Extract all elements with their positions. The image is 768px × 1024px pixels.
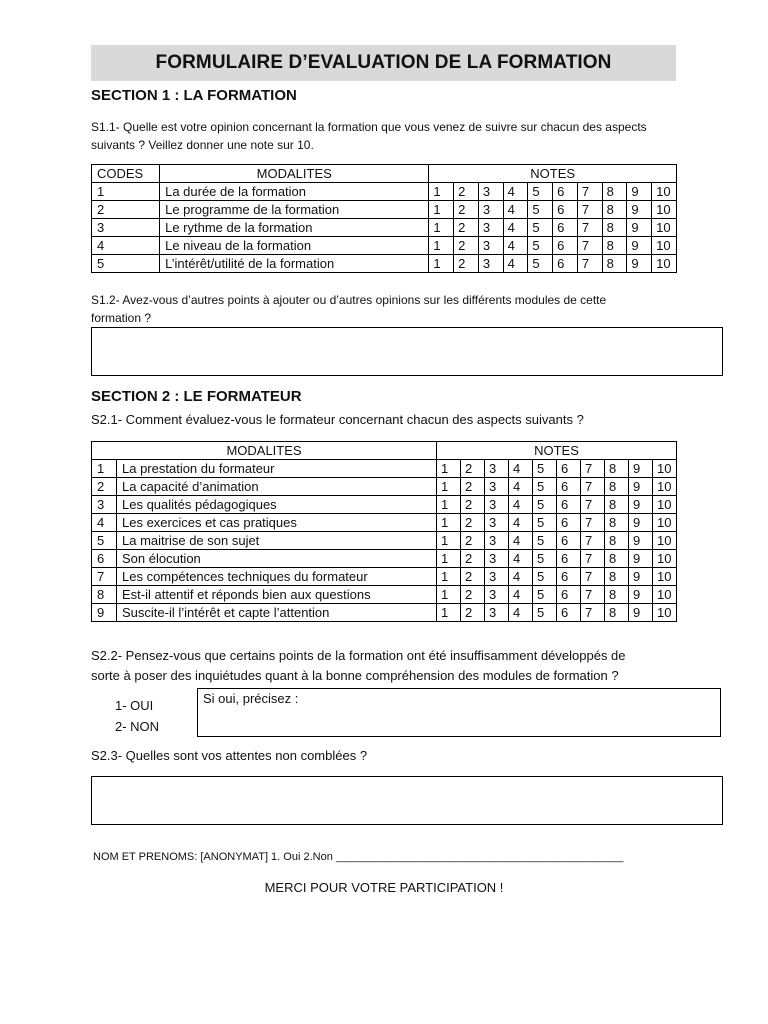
note-option[interactable]: 2 [454, 219, 479, 237]
note-option[interactable]: 5 [528, 237, 553, 255]
note-option[interactable]: 7 [577, 255, 602, 273]
table-row [92, 237, 677, 255]
note-option[interactable]: 5 [533, 586, 557, 604]
note-option[interactable]: 3 [485, 532, 509, 550]
note-option[interactable]: 3 [485, 460, 509, 478]
note-option[interactable]: 8 [605, 532, 629, 550]
table-header-row [92, 442, 677, 460]
note-option[interactable]: 5 [533, 604, 557, 622]
note-option[interactable]: 3 [485, 550, 509, 568]
note-option[interactable]: 8 [605, 478, 629, 496]
row-code: 8 [92, 586, 117, 604]
note-option[interactable]: 10 [653, 586, 677, 604]
note-option[interactable]: 6 [553, 255, 578, 273]
row-code: 5 [92, 532, 117, 550]
row-code: 3 [92, 219, 160, 237]
note-option[interactable]: 8 [602, 219, 627, 237]
question-s1-2 [91, 291, 606, 327]
note-option[interactable]: 1 [429, 183, 454, 201]
note-option[interactable]: 10 [652, 219, 677, 237]
note-option[interactable]: 3 [485, 586, 509, 604]
note-option[interactable]: 2 [454, 255, 479, 273]
row-label: Le rythme de la formation [160, 219, 429, 237]
table-header-row [92, 165, 677, 183]
note-option[interactable]: 8 [602, 183, 627, 201]
note-option[interactable]: 7 [581, 604, 605, 622]
question-line: formation ? [91, 311, 152, 325]
note-option[interactable]: 6 [557, 514, 581, 532]
row-code: 9 [92, 604, 117, 622]
note-option[interactable]: 10 [653, 550, 677, 568]
note-option[interactable]: 1 [429, 237, 454, 255]
section2-title: SECTION 2 : LE FORMATEUR [91, 388, 302, 405]
note-option[interactable]: 3 [485, 568, 509, 586]
note-option[interactable]: 6 [557, 550, 581, 568]
note-option[interactable]: 7 [581, 568, 605, 586]
note-option[interactable]: 3 [478, 201, 503, 219]
note-option[interactable]: 4 [509, 496, 533, 514]
note-option[interactable]: 7 [577, 183, 602, 201]
note-option[interactable]: 6 [553, 219, 578, 237]
note-option[interactable]: 3 [478, 255, 503, 273]
note-option[interactable]: 4 [509, 514, 533, 532]
note-option[interactable]: 4 [509, 460, 533, 478]
row-label: Les qualités pédagogiques [117, 496, 437, 514]
table-row [92, 460, 677, 478]
note-option[interactable]: 7 [581, 496, 605, 514]
question-line: suivants ? Veillez donner une note sur 10. [91, 138, 314, 152]
header-codes: CODES [92, 165, 160, 183]
note-option[interactable]: 4 [503, 183, 528, 201]
note-option[interactable]: 6 [553, 201, 578, 219]
table-row [92, 514, 677, 532]
note-option[interactable]: 1 [437, 532, 461, 550]
note-option[interactable]: 8 [605, 568, 629, 586]
note-option[interactable]: 1 [437, 550, 461, 568]
formateur-table [91, 441, 677, 622]
row-label: La capacité d’animation [117, 478, 437, 496]
note-option[interactable]: 4 [503, 255, 528, 273]
note-option[interactable]: 6 [553, 183, 578, 201]
row-label: Le programme de la formation [160, 201, 429, 219]
note-option[interactable]: 5 [533, 514, 557, 532]
table-row [92, 496, 677, 514]
table-row [92, 183, 677, 201]
header-notes: NOTES [437, 442, 677, 460]
row-label: L’intérêt/utilité de la formation [160, 255, 429, 273]
note-option[interactable]: 10 [653, 478, 677, 496]
note-option[interactable]: 2 [461, 460, 485, 478]
note-option[interactable]: 4 [503, 237, 528, 255]
note-option[interactable]: 4 [509, 586, 533, 604]
section1-title: SECTION 1 : LA FORMATION [91, 87, 297, 104]
row-code: 6 [92, 550, 117, 568]
note-option[interactable]: 4 [509, 478, 533, 496]
note-option[interactable]: 9 [629, 478, 653, 496]
note-option[interactable]: 4 [509, 568, 533, 586]
note-option[interactable]: 10 [653, 532, 677, 550]
note-option[interactable]: 9 [627, 219, 652, 237]
row-code: 2 [92, 201, 160, 219]
row-label: Est-il attentif et réponds bien aux questions [117, 586, 437, 604]
note-option[interactable]: 10 [653, 604, 677, 622]
note-option[interactable]: 1 [437, 604, 461, 622]
note-option[interactable]: 4 [503, 219, 528, 237]
note-option[interactable]: 6 [557, 460, 581, 478]
table-row [92, 532, 677, 550]
note-option[interactable]: 3 [485, 496, 509, 514]
choice-oui[interactable]: 1- OUI [115, 698, 154, 713]
note-option[interactable]: 6 [557, 604, 581, 622]
row-code: 7 [92, 568, 117, 586]
note-option[interactable]: 7 [577, 201, 602, 219]
note-option[interactable]: 10 [653, 460, 677, 478]
note-option[interactable]: 2 [461, 514, 485, 532]
name-line: NOM ET PRENOMS: [ANONYMAT] 1. Oui 2.Non _______________________________________________ [93, 851, 624, 863]
thanks-message: MERCI POUR VOTRE PARTICIPATION ! [264, 880, 504, 895]
note-option[interactable]: 7 [577, 237, 602, 255]
note-option[interactable]: 5 [533, 550, 557, 568]
note-option[interactable]: 2 [454, 201, 479, 219]
note-option[interactable]: 3 [485, 514, 509, 532]
note-option[interactable]: 9 [629, 586, 653, 604]
question-s2-1: S2.1- Comment évaluez-vous le formateur concernant chacun des aspects suivants ? [91, 412, 584, 427]
note-option[interactable]: 7 [581, 550, 605, 568]
note-option[interactable]: 6 [557, 532, 581, 550]
precisez-label: Si oui, précisez : [203, 691, 299, 706]
note-option[interactable]: 4 [509, 604, 533, 622]
row-label: Suscite-il l’intérêt et capte l’attention [117, 604, 437, 622]
question-line: S2.2- Pensez-vous que certains points de la formation ont été insuffisamment développés de [91, 648, 626, 663]
row-label: La prestation du formateur [117, 460, 437, 478]
note-option[interactable]: 4 [509, 550, 533, 568]
form-title: FORMULAIRE D’EVALUATION DE LA FORMATION [91, 45, 676, 81]
question-line: sorte à poser des inquiétudes quant à la bonne compréhension des modules de formation ? [91, 668, 619, 683]
question-s2-3: S2.3- Quelles sont vos attentes non comblées ? [91, 748, 368, 763]
note-option[interactable]: 10 [653, 496, 677, 514]
note-option[interactable]: 6 [557, 586, 581, 604]
note-option[interactable]: 9 [627, 255, 652, 273]
note-option[interactable]: 7 [577, 219, 602, 237]
note-option[interactable]: 10 [653, 514, 677, 532]
table-row [92, 586, 677, 604]
note-option[interactable]: 2 [461, 550, 485, 568]
choice-list [115, 695, 159, 737]
note-option[interactable]: 9 [627, 201, 652, 219]
table-row [92, 550, 677, 568]
note-option[interactable]: 2 [454, 237, 479, 255]
note-option[interactable]: 5 [528, 219, 553, 237]
note-option[interactable]: 5 [533, 460, 557, 478]
note-option[interactable]: 6 [553, 237, 578, 255]
note-option[interactable]: 2 [461, 532, 485, 550]
note-option[interactable]: 5 [533, 478, 557, 496]
table-row [92, 478, 677, 496]
note-option[interactable]: 9 [627, 183, 652, 201]
note-option[interactable]: 9 [629, 460, 653, 478]
note-option[interactable]: 1 [437, 586, 461, 604]
note-option[interactable]: 1 [437, 514, 461, 532]
note-option[interactable]: 8 [605, 604, 629, 622]
note-option[interactable]: 1 [429, 219, 454, 237]
table-row [92, 219, 677, 237]
note-option[interactable]: 8 [605, 460, 629, 478]
note-option[interactable]: 10 [652, 183, 677, 201]
note-option[interactable]: 9 [629, 496, 653, 514]
row-label: Le niveau de la formation [160, 237, 429, 255]
answer-box-s2-3[interactable] [91, 776, 723, 825]
note-option[interactable]: 9 [629, 514, 653, 532]
question-s1-1 [91, 118, 647, 154]
header-modalites: MODALITES [92, 442, 437, 460]
note-option[interactable]: 9 [629, 532, 653, 550]
table-row [92, 604, 677, 622]
note-option[interactable]: 5 [533, 496, 557, 514]
row-label: La durée de la formation [160, 183, 429, 201]
note-option[interactable]: 1 [429, 201, 454, 219]
note-option[interactable]: 8 [605, 496, 629, 514]
row-code: 3 [92, 496, 117, 514]
note-option[interactable]: 6 [557, 478, 581, 496]
note-option[interactable]: 1 [437, 478, 461, 496]
note-option[interactable]: 9 [629, 550, 653, 568]
row-label: La maitrise de son sujet [117, 532, 437, 550]
table-row [92, 255, 677, 273]
note-option[interactable]: 10 [652, 255, 677, 273]
note-option[interactable]: 2 [461, 586, 485, 604]
row-label: Les exercices et cas pratiques [117, 514, 437, 532]
note-option[interactable]: 2 [461, 478, 485, 496]
note-option[interactable]: 1 [437, 568, 461, 586]
row-label: Son élocution [117, 550, 437, 568]
note-option[interactable]: 10 [653, 568, 677, 586]
note-option[interactable]: 8 [605, 514, 629, 532]
note-option[interactable]: 7 [581, 478, 605, 496]
note-option[interactable]: 2 [461, 604, 485, 622]
header-notes: NOTES [429, 165, 677, 183]
note-option[interactable]: 7 [581, 460, 605, 478]
formation-table [91, 164, 677, 273]
note-option[interactable]: 5 [528, 201, 553, 219]
note-option[interactable]: 1 [437, 496, 461, 514]
note-option[interactable]: 3 [485, 478, 509, 496]
note-option[interactable]: 3 [478, 237, 503, 255]
note-option[interactable]: 9 [629, 604, 653, 622]
note-option[interactable]: 4 [503, 201, 528, 219]
row-code: 5 [92, 255, 160, 273]
note-option[interactable]: 6 [557, 568, 581, 586]
note-option[interactable]: 3 [485, 604, 509, 622]
note-option[interactable]: 8 [605, 586, 629, 604]
note-option[interactable]: 7 [581, 532, 605, 550]
note-option[interactable]: 2 [461, 496, 485, 514]
answer-box-s1-2[interactable] [91, 327, 723, 376]
table-row [92, 568, 677, 586]
table-row [92, 201, 677, 219]
precisez-box[interactable] [197, 688, 721, 737]
note-option[interactable]: 8 [605, 550, 629, 568]
row-label: Les compétences techniques du formateur [117, 568, 437, 586]
row-code: 1 [92, 183, 160, 201]
choice-non[interactable]: 2- NON [115, 719, 160, 734]
note-option[interactable]: 3 [478, 183, 503, 201]
note-option[interactable]: 5 [533, 532, 557, 550]
note-option[interactable]: 10 [652, 237, 677, 255]
note-option[interactable]: 10 [652, 201, 677, 219]
note-option[interactable]: 9 [629, 568, 653, 586]
note-option[interactable]: 8 [602, 201, 627, 219]
note-option[interactable]: 5 [533, 568, 557, 586]
row-code: 1 [92, 460, 117, 478]
note-option[interactable]: 8 [602, 255, 627, 273]
row-code: 4 [92, 514, 117, 532]
note-option[interactable]: 8 [602, 237, 627, 255]
note-option[interactable]: 7 [581, 586, 605, 604]
note-option[interactable]: 1 [429, 255, 454, 273]
header-modalites: MODALITES [160, 165, 429, 183]
note-option[interactable]: 2 [454, 183, 479, 201]
note-option[interactable]: 5 [528, 255, 553, 273]
row-code: 4 [92, 237, 160, 255]
row-code: 2 [92, 478, 117, 496]
note-option[interactable]: 7 [581, 514, 605, 532]
question-line: S1.1- Quelle est votre opinion concernant la formation que vous venez de suivre sur chacun des aspects [91, 120, 647, 134]
note-option[interactable]: 6 [557, 496, 581, 514]
note-option[interactable]: 2 [461, 568, 485, 586]
note-option[interactable]: 5 [528, 183, 553, 201]
note-option[interactable]: 9 [627, 237, 652, 255]
question-s2-2 [91, 646, 626, 686]
note-option[interactable]: 3 [478, 219, 503, 237]
note-option[interactable]: 4 [509, 532, 533, 550]
note-option[interactable]: 1 [437, 460, 461, 478]
question-line: S1.2- Avez-vous d’autres points à ajouter ou d’autres opinions sur les différents modules de cette [91, 293, 607, 307]
